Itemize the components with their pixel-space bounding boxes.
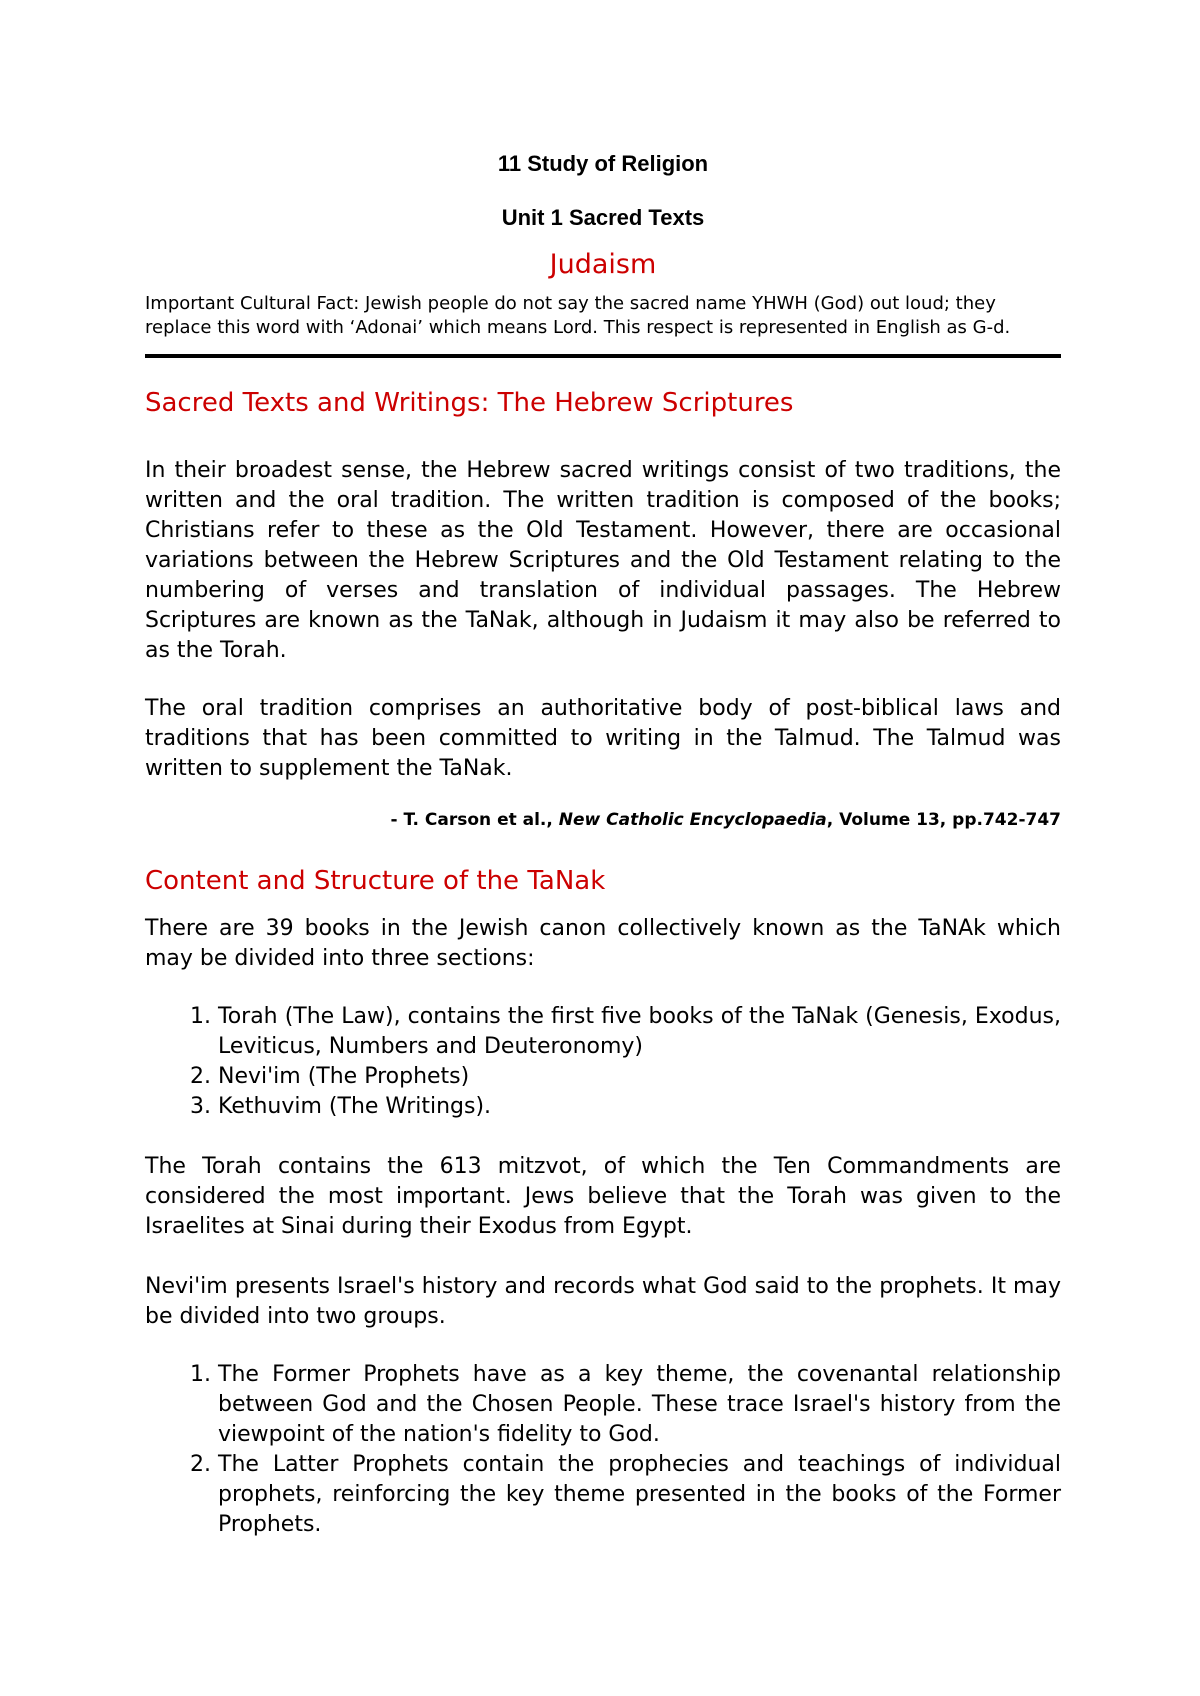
citation-prefix: - T. Carson et al., — [390, 810, 559, 830]
topic-title: Judaism — [549, 249, 657, 280]
paragraph-tanak-intro: There are 39 books in the Jewish canon collectively known as the TaNAk which may be divided into three sections: — [145, 916, 1061, 971]
list-item: 2. Nevi'im (The Prophets) — [218, 1062, 1061, 1092]
citation — [145, 810, 1061, 830]
citation-suffix: , Volume 13, pp.742-747 — [826, 810, 1061, 830]
prophets-list — [145, 1360, 1061, 1540]
list-item: 1. Torah (The Law), contains the first five books of the TaNak (Genesis, Exodus, Leviticus, Numbers and Deuteronomy) — [218, 1002, 1061, 1062]
cultural-fact-note: Important Cultural Fact: Jewish people do not say the sacred name YHWH (God) out loud; they replace this word with ‘Adonai’ which means Lord. This respect is represented in English as G-d. — [145, 293, 1011, 338]
tanak-sections-list — [145, 1002, 1061, 1122]
list-item: 3. Kethuvim (The Writings). — [218, 1092, 1061, 1122]
section-heading-tanak-structure: Content and Structure of the TaNak — [145, 866, 606, 896]
course-title: 11 Study of Religion — [497, 151, 709, 176]
paragraph-oral-tradition: The oral tradition comprises an authoritative body of post-biblical laws and traditions that has been committed to writing in the Talmud. The Talmud was written to supplement the TaNak. — [145, 696, 1061, 781]
citation-book-title: New Catholic Encyclopaedia — [558, 810, 827, 830]
list-item: 1. The Former Prophets have as a key theme, the covenantal relationship between God and the Chosen People. These trace Israel's history from the viewpoint of the nation's fidelity to God. — [218, 1360, 1061, 1450]
horizontal-divider — [145, 354, 1061, 358]
section-heading-hebrew-scriptures: Sacred Texts and Writings: The Hebrew Scriptures — [145, 388, 794, 418]
unit-title: Unit 1 Sacred Texts — [501, 205, 705, 230]
paragraph-torah: The Torah contains the 613 mitzvot, of which the Ten Commandments are considered the most important. Jews believe that the Torah was given to the Israelites at Sinai during their Exodus from Egypt. — [145, 1154, 1061, 1239]
paragraph-written-tradition: In their broadest sense, the Hebrew sacred writings consist of two traditions, the written and the oral tradition. The written tradition is composed of the books; Christians refer to these as the Old Testament. However, there are occasional variations between the Hebrew Scriptures and the Old Testament relating to the numbering of verses and translation of individual passages. The Hebrew Scriptures are known as the TaNak, although in Judaism it may also be referred to as the Torah. — [145, 458, 1061, 663]
list-item: 2. The Latter Prophets contain the prophecies and teachings of individual prophets, reinforcing the key theme presented in the books of the Former Prophets. — [218, 1450, 1061, 1540]
document-page — [145, 135, 1061, 1540]
paragraph-neviim: Nevi'im presents Israel's history and records what God said to the prophets. It may be divided into two groups. — [145, 1274, 1061, 1329]
